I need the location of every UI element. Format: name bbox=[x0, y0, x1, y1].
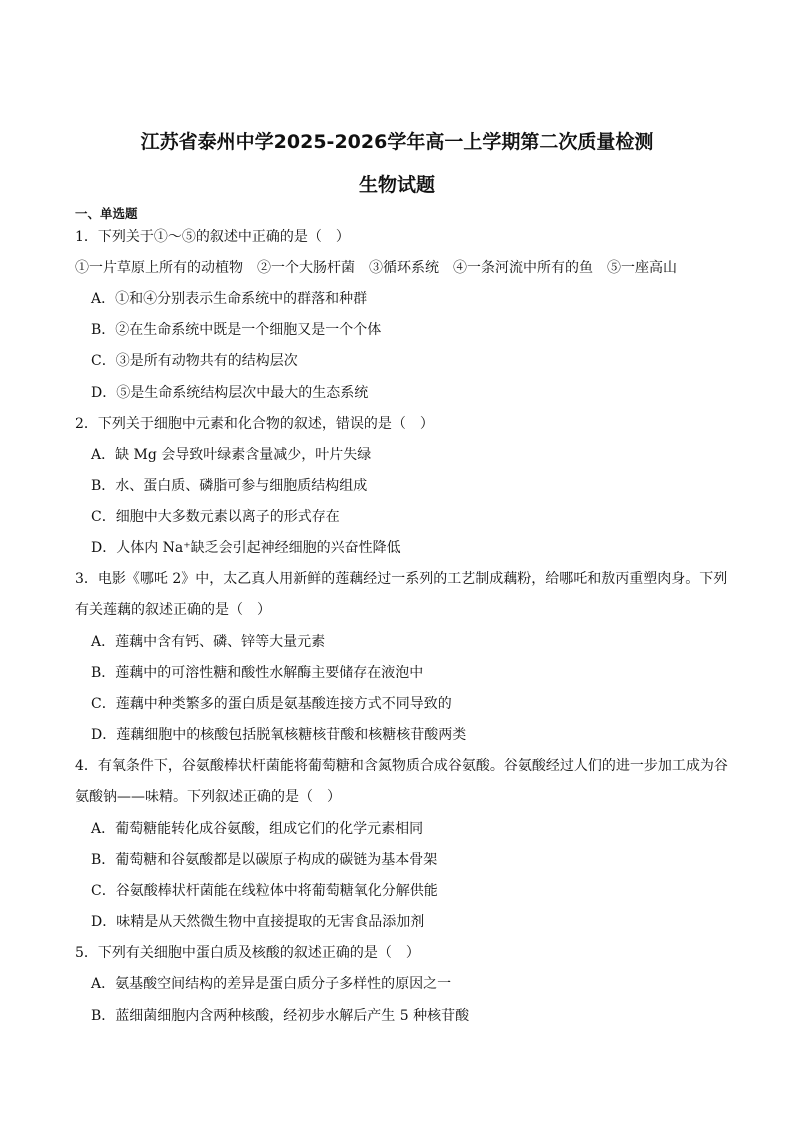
question-1-option-b: B．②在生命系统中既是一个细胞又是一个个体 bbox=[91, 322, 382, 338]
section-heading: 一、单选题 bbox=[75, 206, 138, 221]
question-1-extra: ①一片草原上所有的动植物 ②一个大肠杆菌 ③循环系统 ④一条河流中所有的鱼 ⑤一座高山 bbox=[75, 260, 677, 276]
question-2-option-d: D．人体内 Na⁺缺乏会引起神经细胞的兴奋性降低 bbox=[91, 540, 401, 556]
question-3-option-d: D．莲藕细胞中的核酸包括脱氧核糖核苷酸和核糖核苷酸两类 bbox=[91, 727, 467, 743]
question-1-stem: 1．下列关于①～⑤的叙述中正确的是（ ） bbox=[75, 229, 350, 245]
question-1-option-d: D．⑤是生命系统结构层次中最大的生态系统 bbox=[91, 385, 369, 401]
question-1-option-c: C．③是所有动物共有的结构层次 bbox=[91, 353, 298, 369]
question-3-option-a: A．莲藕中含有钙、磷、锌等大量元素 bbox=[91, 634, 326, 650]
question-2-option-a: A．缺 Mg 会导致叶绿素含量减少，叶片失绿 bbox=[91, 447, 372, 463]
question-3-option-c: C．莲藕中种类繁多的蛋白质是氨基酸连接方式不同导致的 bbox=[91, 696, 452, 712]
question-4-stem-cont: 氨酸钠——味精。下列叙述正确的是（ ） bbox=[75, 789, 341, 805]
question-5-stem: 5．下列有关细胞中蛋白质及核酸的叙述正确的是（ ） bbox=[75, 945, 420, 961]
document-title: 江苏省泰州中学2025-2026学年高一上学期第二次质量检测 bbox=[140, 131, 654, 153]
question-4-option-c: C．谷氨酸棒状杆菌能在线粒体中将葡萄糖氧化分解供能 bbox=[91, 883, 438, 899]
question-4-stem: 4．有氧条件下，谷氨酸棒状杆菌能将葡萄糖和含氮物质合成谷氨酸。谷氨酸经过人们的进一步加工成为谷 bbox=[75, 758, 728, 774]
question-2-stem: 2．下列关于细胞中元素和化合物的叙述，错误的是（ ） bbox=[75, 416, 434, 432]
question-5-option-b: B．蓝细菌细胞内含两种核酸，经初步水解后产生 5 种核苷酸 bbox=[91, 1008, 470, 1024]
document-subtitle: 生物试题 bbox=[358, 174, 435, 196]
question-3-stem: 3．电影《哪吒 2》中，太乙真人用新鲜的莲藕经过一系列的工艺制成藕粉，给哪吒和敖丙重塑肉身。下列 bbox=[75, 571, 728, 587]
question-4-option-b: B．葡萄糖和谷氨酸都是以碳原子构成的碳链为基本骨架 bbox=[91, 852, 438, 868]
question-2-option-c: C．细胞中大多数元素以离子的形式存在 bbox=[91, 509, 340, 525]
question-3-stem-cont: 有关莲藕的叙述正确的是（ ） bbox=[75, 602, 271, 618]
question-5-option-a: A．氨基酸空间结构的差异是蛋白质分子多样性的原因之一 bbox=[91, 976, 452, 992]
question-2-option-b: B．水、蛋白质、磷脂可参与细胞质结构组成 bbox=[91, 478, 368, 494]
question-3-option-b: B．莲藕中的可溶性糖和酸性水解酶主要储存在液泡中 bbox=[91, 665, 424, 681]
question-1-option-a: A．①和④分别表示生命系统中的群落和种群 bbox=[91, 291, 368, 307]
question-4-option-d: D．味精是从天然微生物中直接提取的无害食品添加剂 bbox=[91, 914, 425, 930]
question-4-option-a: A．葡萄糖能转化成谷氨酸，组成它们的化学元素相同 bbox=[91, 821, 424, 837]
